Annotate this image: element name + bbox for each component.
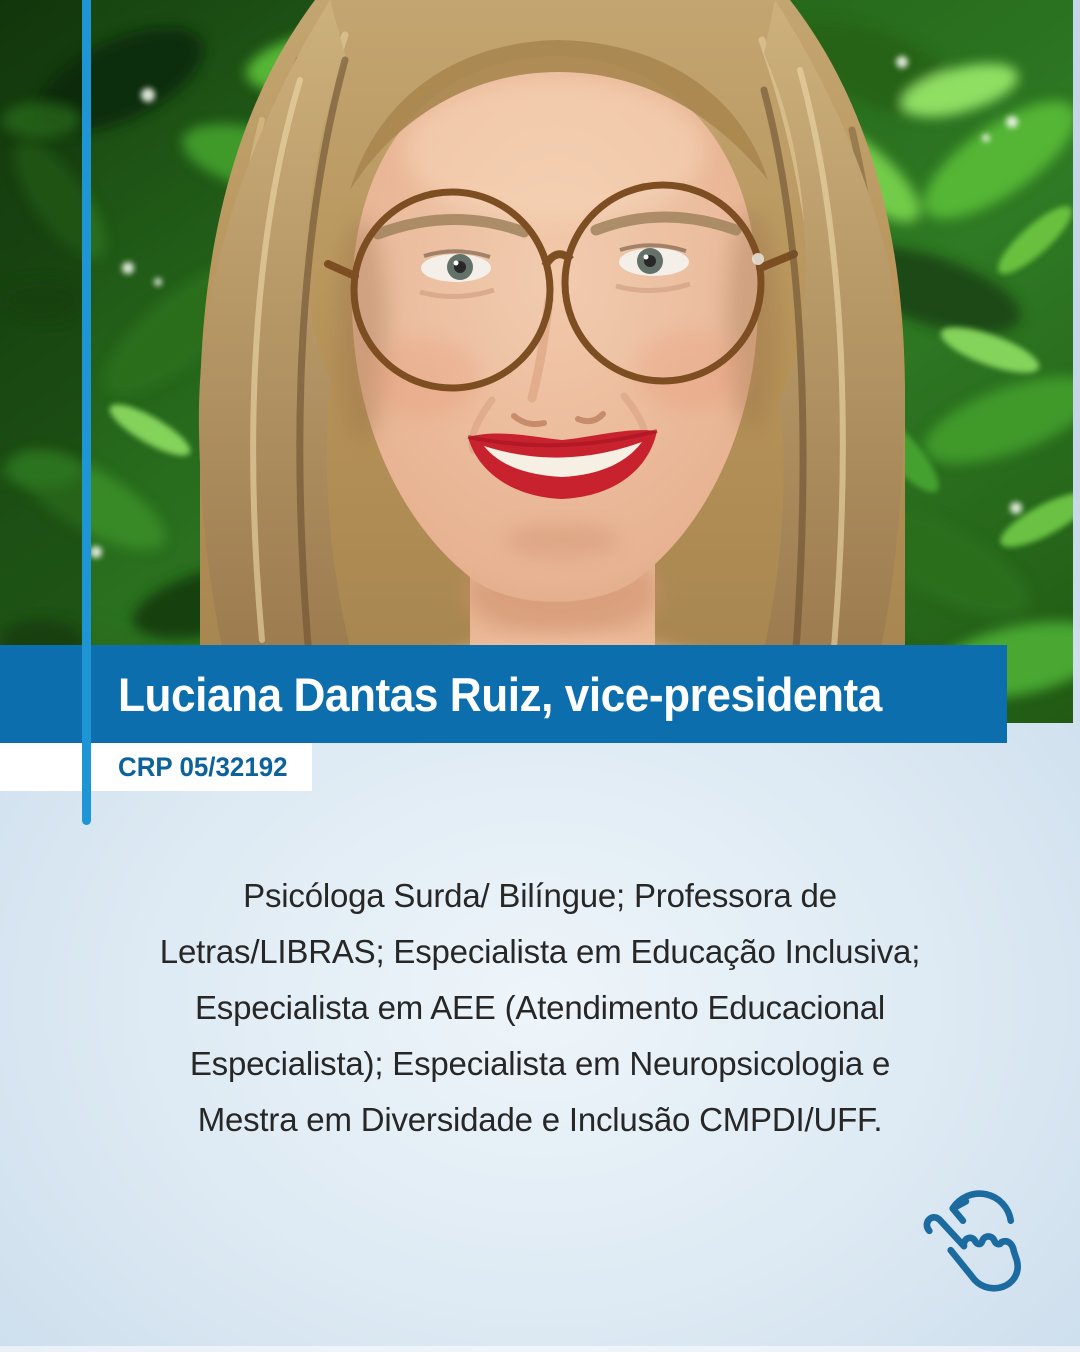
bio-line: Letras/LIBRAS; Especialista em Educação Inclusiva; [159, 933, 921, 970]
swipe-left-hand-icon[interactable] [912, 1182, 1024, 1294]
bio-line: Mestra em Diversidade e Inclusão CMPDI/UFF. [197, 1101, 883, 1138]
crp-badge [0, 743, 312, 791]
person-name-title: Luciana Dantas Ruiz, vice-presidenta [118, 667, 882, 721]
accent-line [82, 0, 91, 825]
crp-number: CRP 05/32192 [118, 751, 288, 782]
bio-text [0, 868, 1080, 1148]
bio-line: Especialista em AEE (Atendimento Educacional [194, 989, 886, 1026]
name-banner [0, 645, 1007, 743]
bio-line: Psicóloga Surda/ Bilíngue; Professora de [243, 877, 837, 914]
bio-line: Especialista); Especialista em Neuropsicologia e [189, 1045, 891, 1082]
